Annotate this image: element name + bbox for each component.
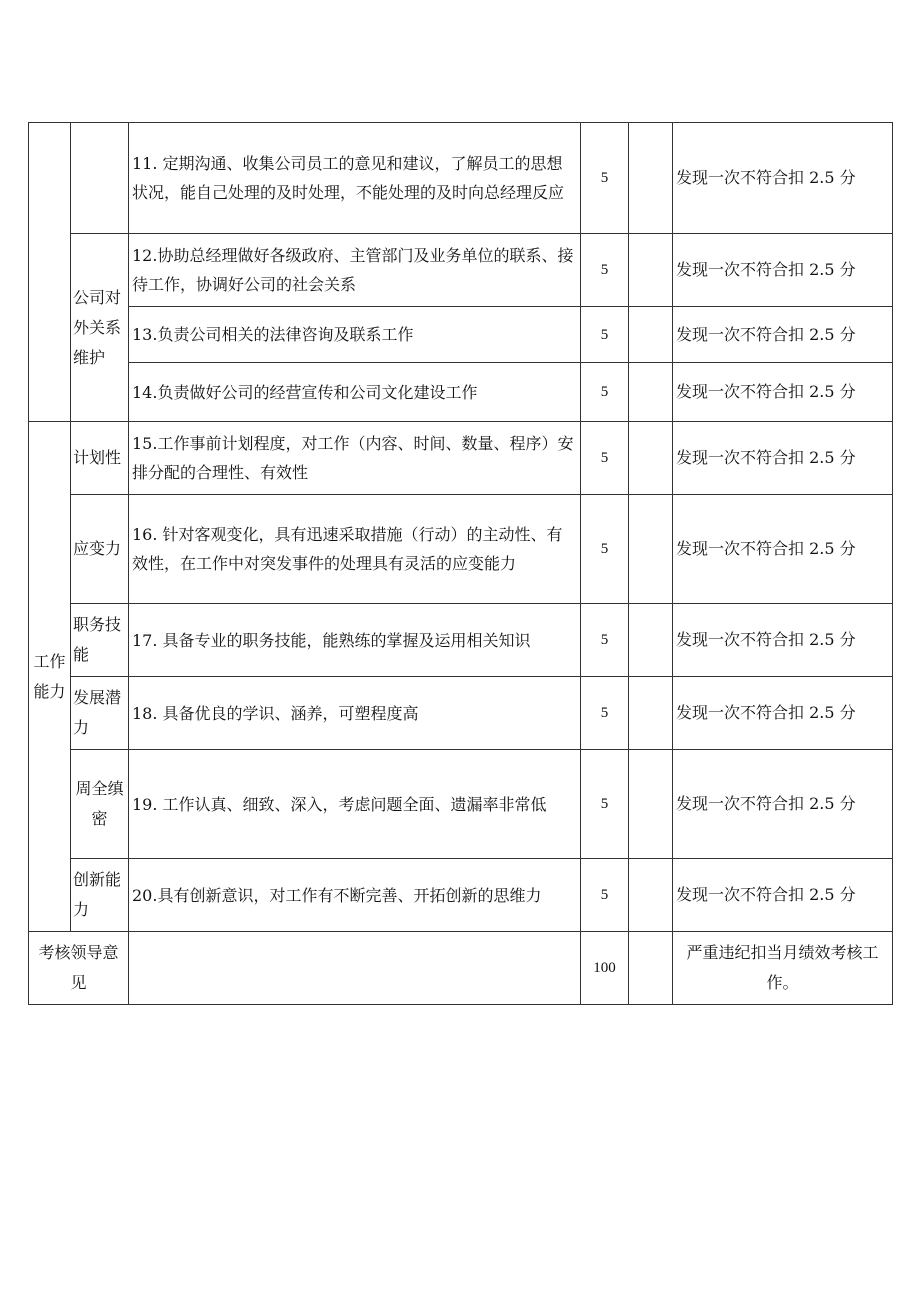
actual-score-cell[interactable] [629,363,673,422]
item-score: 5 [581,859,629,932]
actual-total-cell[interactable] [629,932,673,1005]
item-description: 13.负责公司相关的法律咨询及联系工作 [129,307,581,363]
deduction-rule: 发现一次不符合扣 2.5 分 [673,677,893,750]
item-description: 16. 针对客观变化，具有迅速采取措施（行动）的主动性、有效性，在工作中对突发事件的处理具有灵活的应变能力 [129,495,581,604]
subcategory-external-relations: 公司对外关系维护 [71,234,129,422]
category-work-ability: 工作能力 [29,422,71,932]
table-row-footer [29,932,893,1005]
assessment-table [28,122,893,1005]
actual-score-cell[interactable] [629,307,673,363]
item-score: 5 [581,604,629,677]
actual-score-cell[interactable] [629,677,673,750]
table-row [29,604,893,677]
violation-note: 严重违纪扣当月绩效考核工作。 [673,932,893,1005]
deduction-rule: 发现一次不符合扣 2.5 分 [673,363,893,422]
item-score: 5 [581,422,629,495]
item-description: 20.具有创新意识，对工作有不断完善、开拓创新的思维力 [129,859,581,932]
table-row [29,859,893,932]
actual-score-cell[interactable] [629,234,673,307]
table-row [29,363,893,422]
deduction-rule: 发现一次不符合扣 2.5 分 [673,859,893,932]
item-description: 15.工作事前计划程度，对工作（内容、时间、数量、程序）安排分配的合理性、有效性 [129,422,581,495]
actual-score-cell[interactable] [629,859,673,932]
item-description: 14.负责做好公司的经营宣传和公司文化建设工作 [129,363,581,422]
actual-score-cell[interactable] [629,495,673,604]
item-score: 5 [581,234,629,307]
deduction-rule: 发现一次不符合扣 2.5 分 [673,495,893,604]
deduction-rule: 发现一次不符合扣 2.5 分 [673,123,893,234]
item-description: 12.协助总经理做好各级政府、主管部门及业务单位的联系、接待工作，协调好公司的社会关系 [129,234,581,307]
table-row [29,123,893,234]
subcategory-cell-empty [71,123,129,234]
deduction-rule: 发现一次不符合扣 2.5 分 [673,604,893,677]
item-description: 18. 具备优良的学识、涵养，可塑程度高 [129,677,581,750]
table-row [29,750,893,859]
table-row [29,307,893,363]
subcategory-planning: 计划性 [71,422,129,495]
item-score: 5 [581,495,629,604]
table-row [29,677,893,750]
total-score: 100 [581,932,629,1005]
actual-score-cell[interactable] [629,123,673,234]
subcategory-adaptability: 应变力 [71,495,129,604]
subcategory-innovation: 创新能力 [71,859,129,932]
subcategory-thoroughness: 周全缜密 [71,750,129,859]
item-description: 11. 定期沟通、收集公司员工的意见和建议，了解员工的思想状况，能自己处理的及时处理，不能处理的及时向总经理反应 [129,123,581,234]
item-score: 5 [581,677,629,750]
leader-opinion-label: 考核领导意见 [29,932,129,1005]
item-score: 5 [581,123,629,234]
actual-score-cell[interactable] [629,604,673,677]
category-cell-empty [29,123,71,422]
deduction-rule: 发现一次不符合扣 2.5 分 [673,422,893,495]
table-row [29,234,893,307]
deduction-rule: 发现一次不符合扣 2.5 分 [673,234,893,307]
item-score: 5 [581,363,629,422]
subcategory-skills: 职务技能 [71,604,129,677]
actual-score-cell[interactable] [629,422,673,495]
actual-score-cell[interactable] [629,750,673,859]
item-score: 5 [581,307,629,363]
leader-opinion-input[interactable] [129,932,581,1005]
table-row [29,495,893,604]
table-row [29,422,893,495]
item-description: 19. 工作认真、细致、深入，考虑问题全面、遗漏率非常低 [129,750,581,859]
item-description: 17. 具备专业的职务技能，能熟练的掌握及运用相关知识 [129,604,581,677]
subcategory-potential: 发展潜力 [71,677,129,750]
item-score: 5 [581,750,629,859]
deduction-rule: 发现一次不符合扣 2.5 分 [673,750,893,859]
deduction-rule: 发现一次不符合扣 2.5 分 [673,307,893,363]
